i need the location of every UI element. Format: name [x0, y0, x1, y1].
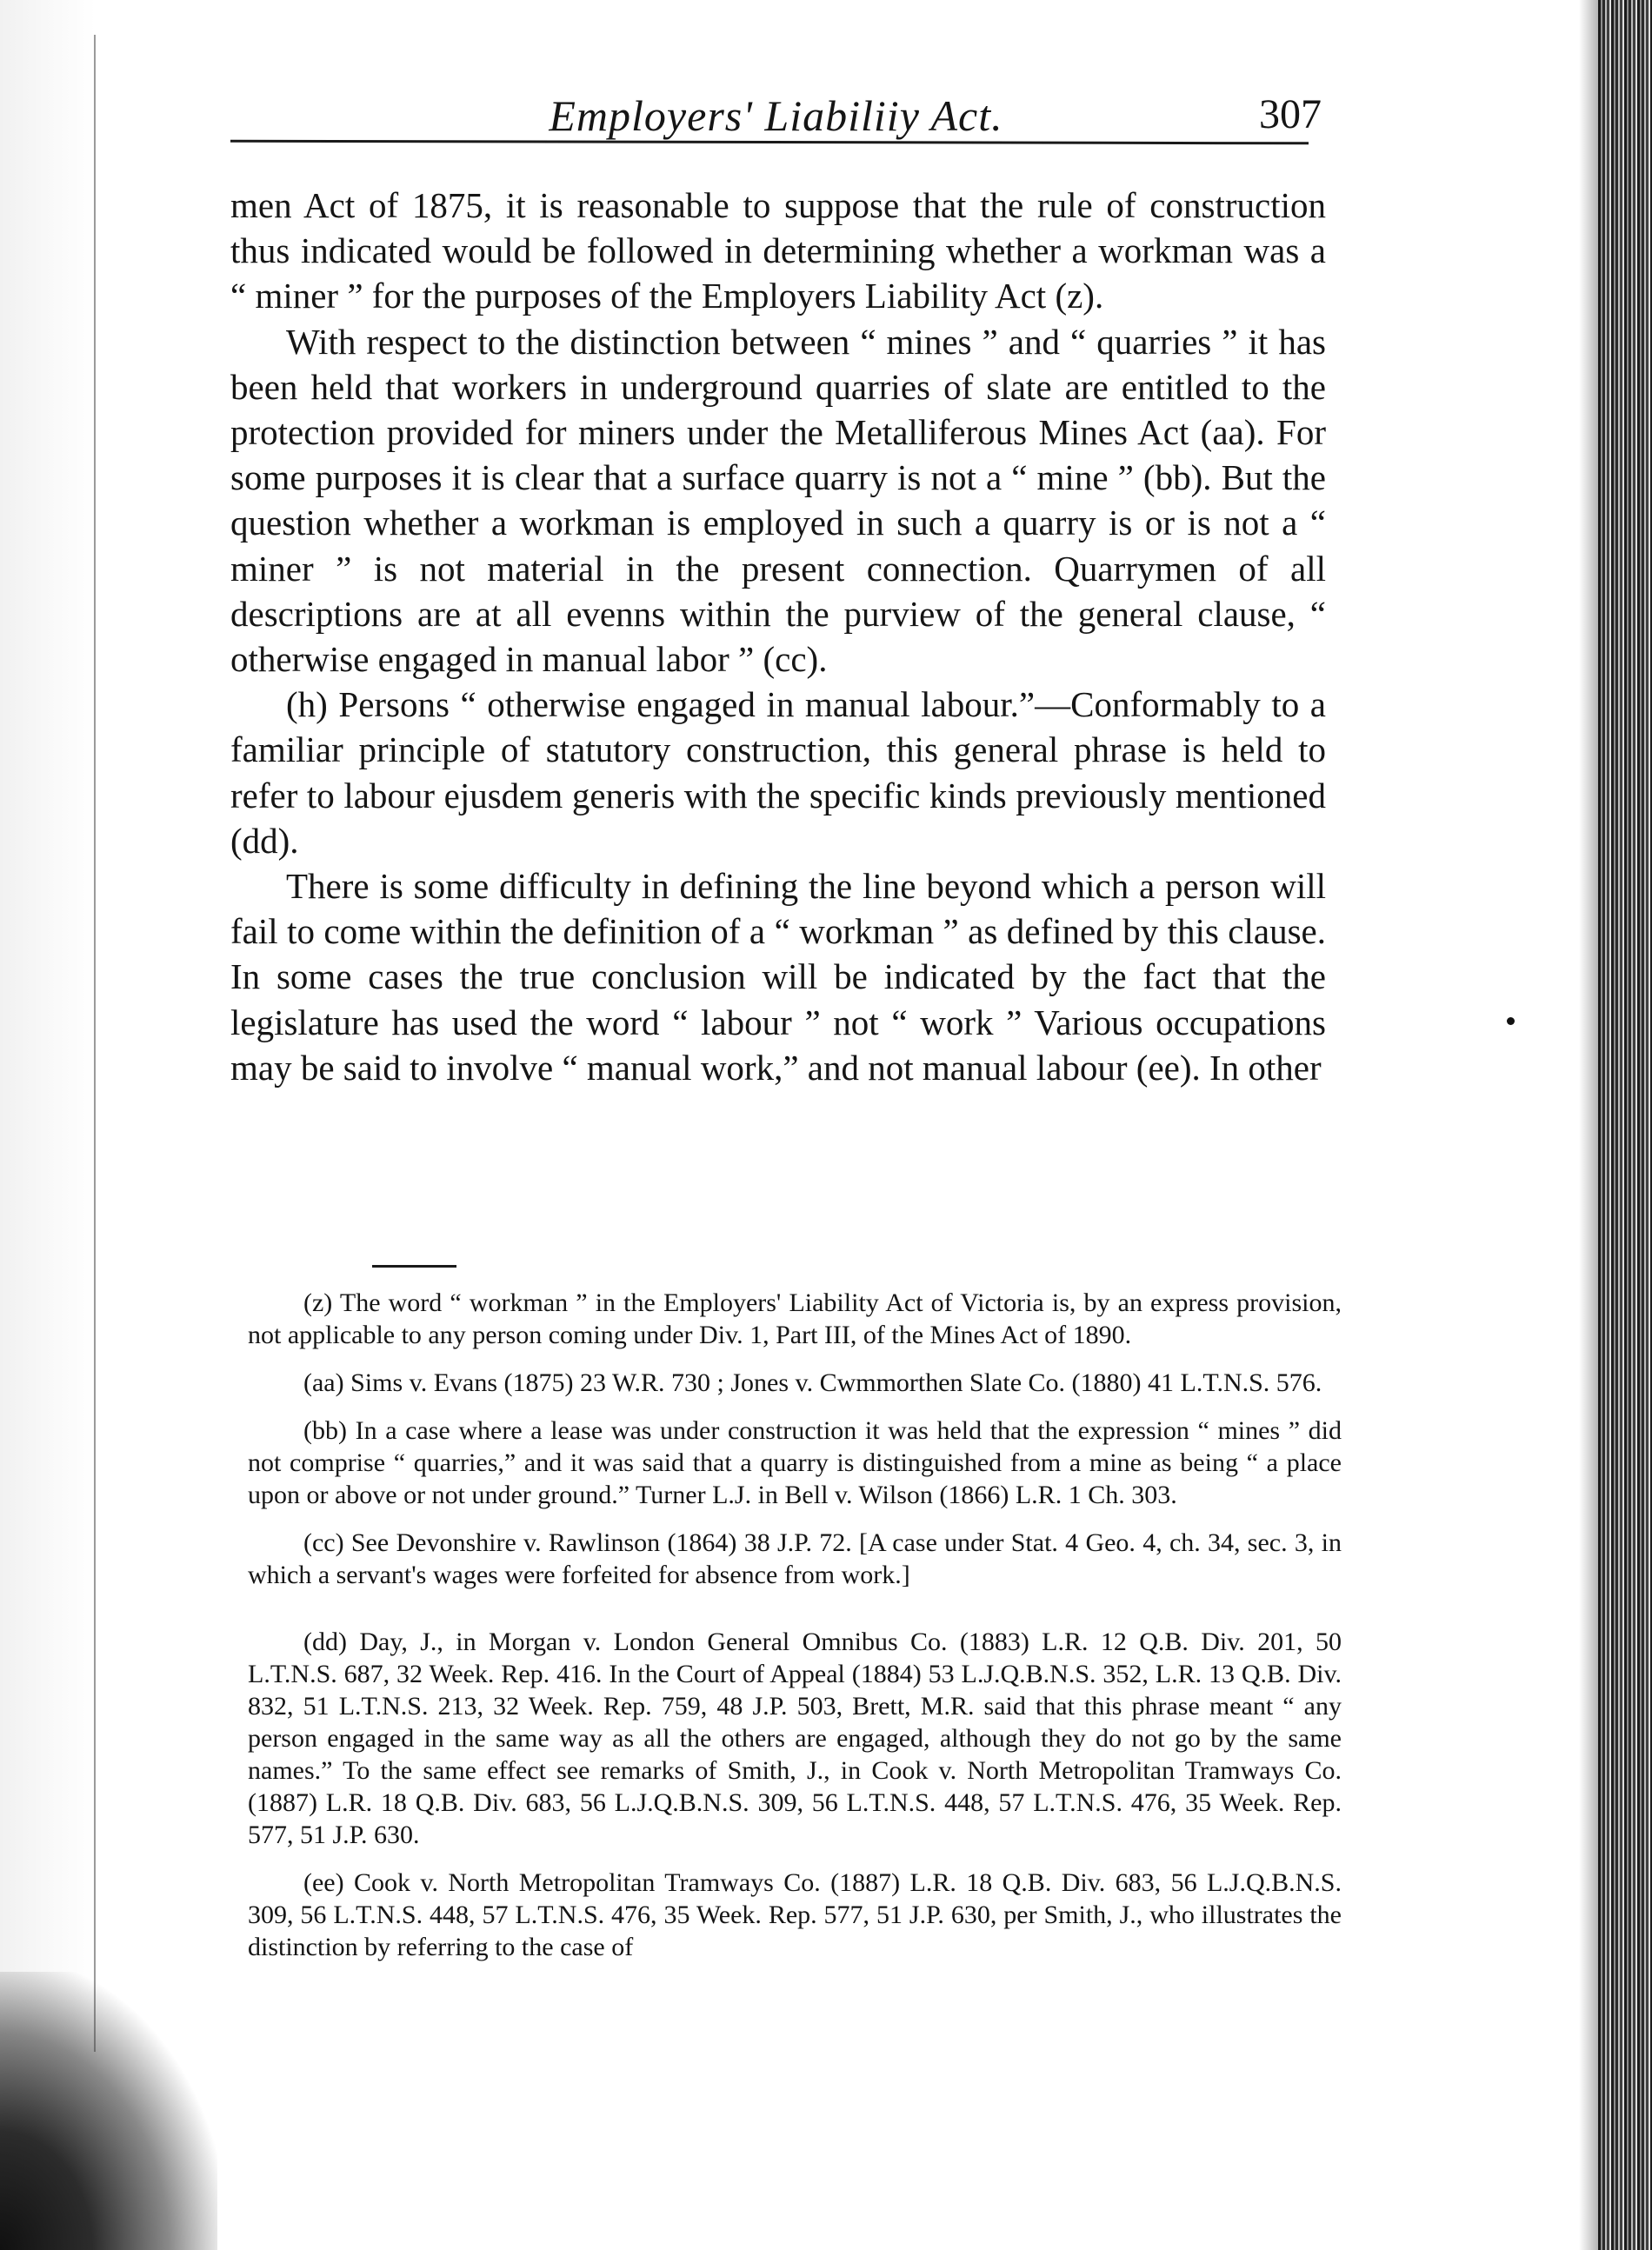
footnotes [248, 1287, 1342, 1979]
paragraph: There is some difficulty in defining the line beyond which a person will fail to come within the definition of a “ workman ” as defined by this clause. In some cases the true conclusion will be indicated by the fact that the legislature has used the word “ labour ” not “ work ” Various occupations may be said to involve “ manual work,” and not manual labour (ee). In other [230, 866, 1326, 1088]
footnote-cc: (cc) See Devonshire v. Rawlinson (1864) 38 J.P. 72. [A case under Stat. 4 Geo. 4, ch. 34, sec. 3, in which a servant's wages were forfeited for absence from work.] [248, 1528, 1342, 1589]
footnote-rule [372, 1265, 456, 1268]
scan-speck [1507, 1017, 1515, 1025]
footnote-aa: (aa) Sims v. Evans (1875) 23 W.R. 730 ; Jones v. Cwmmorthen Slate Co. (1880) 41 L.T.N.S. 576. [303, 1368, 1322, 1397]
binding-edge [94, 35, 96, 2052]
page-gutter [0, 0, 96, 2250]
footnote-bb: (bb) In a case where a lease was under construction it was held that the expression “ mines ” did not comprise “ quarries,” and it was said that a quarry is distinguished from a mine as being “ a place upon or above or not under ground.” Turner L.J. in Bell v. Wilson (1866) L.R. 1 Ch. 303. [248, 1416, 1342, 1509]
page-number: 307 [1259, 91, 1322, 137]
body-text [230, 183, 1326, 1090]
corner-shadow [0, 1972, 217, 2250]
running-title: Employers' Liabiliiy Act. [549, 91, 1003, 140]
page-header [230, 87, 1322, 148]
footnote-ee: (ee) Cook v. North Metropolitan Tramways Co. (1887) L.R. 18 Q.B. Div. 683, 56 L.J.Q.B.N.S. 309, 56 L.T.N.S. 448, 57 L.T.N.S. 476, 35 Week. Rep. 577, 51 J.P. 630, per Smith, J., who illustrates the distinction by referring to the case of [248, 1868, 1342, 1961]
book-fore-edge [1598, 0, 1652, 2250]
paragraph: With respect to the distinction between “ mines ” and “ quarries ” it has been held that workers in underground quarries of slate are entitled to the protection provided for miners under the Metalliferous Mines Act (aa). For some purposes it is clear that a surface quarry is not a “ mine ” (bb). But the question whether a workman is employed in such a quarry is or is not a “ miner ” is not material in the present connection. Quarrymen of all descriptions are at all evenns within the purview of the general clause, “ otherwise engaged in manual labor ” (cc). [230, 321, 1326, 680]
paragraph: (h) Persons “ otherwise engaged in manual labour.”—Conformably to a familiar principle of statutory construction, this general phrase is held to refer to labour ejusdem generis with the specific kinds previously mentioned (dd). [230, 684, 1326, 861]
paragraph: men Act of 1875, it is reasonable to suppose that the rule of construction thus indicated would be followed in determining whether a workman was a “ miner ” for the purposes of the Employers Liability Act (z). [230, 185, 1326, 316]
page-edge-shadow [1579, 0, 1598, 2250]
footnote-dd: (dd) Day, J., in Morgan v. London General Omnibus Co. (1883) L.R. 12 Q.B. Div. 201, 50 L.T.N.S. 687, 32 Week. Rep. 416. In the Court of Appeal (1884) 53 L.J.Q.B.N.S. 352, L.R. 13 Q.B. Div. 832, 51 L.T.N.S. 213, 32 Week. Rep. 759, 48 J.P. 503, Brett, M.R. said that this phrase meant “ any person engaged in the same way as all the others are engaged, although they do not go by the same names.” To the same effect see remarks of Smith, J., in Cook v. North Metropolitan Tramways Co. (1887) L.R. 18 Q.B. Div. 683, 56 L.J.Q.B.N.S. 309, 56 L.T.N.S. 448, 57 L.T.N.S. 476, 35 Week. Rep. 577, 51 J.P. 630. [248, 1628, 1342, 1849]
footnote-z: (z) The word “ workman ” in the Employers' Liability Act of Victoria is, by an express provision, not applicable to any person coming under Div. 1, Part III, of the Mines Act of 1890. [248, 1288, 1342, 1349]
